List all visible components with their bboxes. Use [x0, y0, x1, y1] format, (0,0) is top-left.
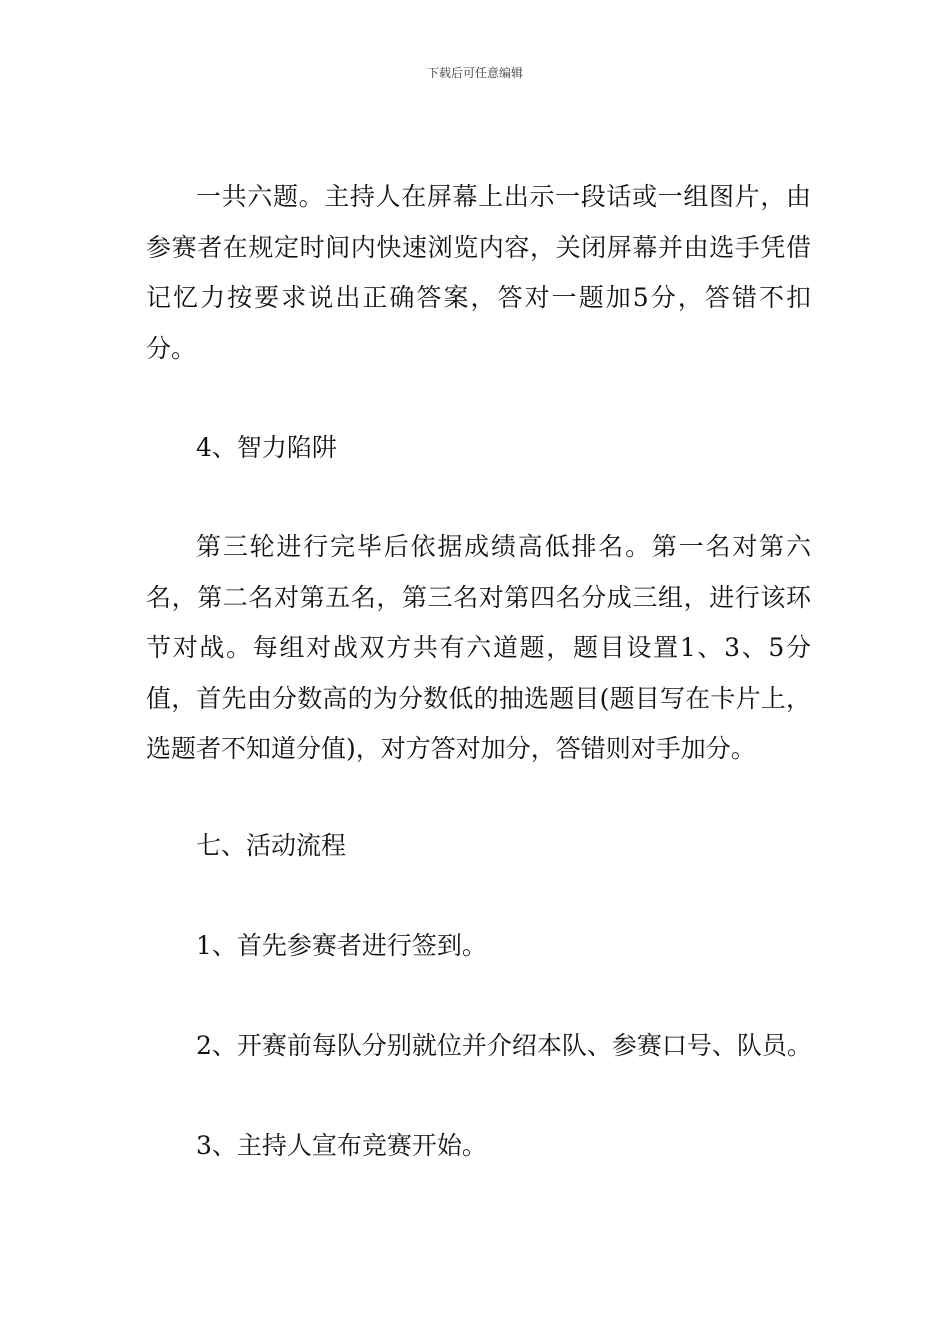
section-heading-activity-flow: 七、活动流程 — [196, 831, 347, 860]
page-header: 下载后可任意编辑 — [426, 66, 523, 80]
list-item-step-2: 2、开赛前每队分别就位并介绍本队、参赛口号、队员。 — [196, 1031, 812, 1060]
paragraph-trap-rules: 第三轮进行完毕后依据成绩高低排名。第一名对第六名，第二名对第五名，第三名对第四名分成三组，进行该环节对战。每组对战双方共有六道题，题目设置1、3、5分值，首先由分数高的为分数低的抽选题目(题目写在卡片上，选题者不知道分值)，对方答对加分，答错则对手加分。 — [146, 532, 811, 763]
section-heading-intellect-trap: 4、智力陷阱 — [196, 433, 337, 462]
list-item-step-3: 3、主持人宣布竞赛开始。 — [196, 1131, 487, 1160]
paragraph-rules: 一共六题。主持人在屏幕上出示一段话或一组图片，由参赛者在规定时间内快速浏览内容，关闭屏幕并由选手凭借记忆力按要求说出正确答案，答对一题加5分，答错不扣分。 — [146, 182, 811, 363]
list-item-step-1: 1、首先参赛者进行签到。 — [196, 931, 487, 960]
